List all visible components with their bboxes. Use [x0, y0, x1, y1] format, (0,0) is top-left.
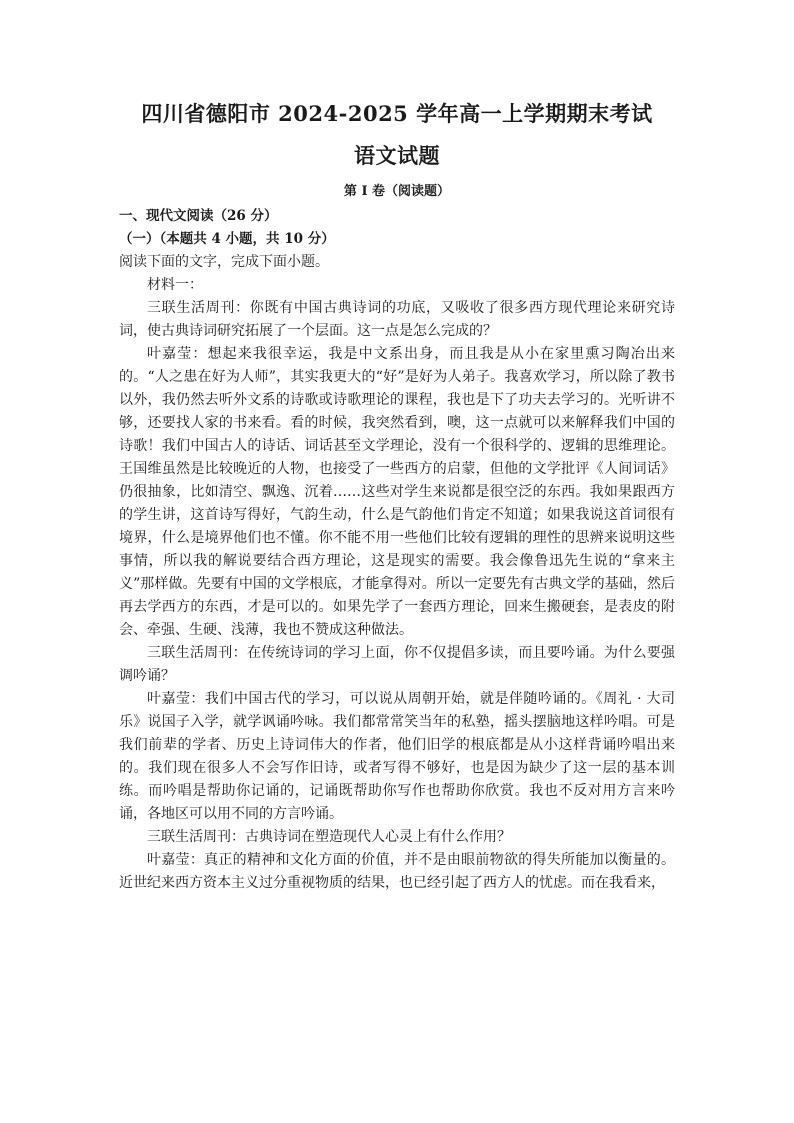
material-label: 材料一： [147, 277, 203, 293]
paragraph: 三联生活周刊：你既有中国古典诗词的功底，又吸收了很多西方现代理论来研究诗词，使古典诗词研究拓展了一个层面。这一点是怎么完成的？ [119, 300, 675, 339]
paragraph: 三联生活周刊：在传统诗词的学习上面，你不仅提倡多读，而且要吟诵。为什么要强调吟诵？ [119, 645, 675, 684]
volume-heading: 第 I 卷（阅读题） [343, 184, 451, 199]
exam-title: 四川省德阳市 2024-2025 学年高一上学期期末考试 [141, 101, 653, 126]
paragraph: 三联生活周刊：古典诗词在塑造现代人心灵上有什么作用？ [147, 829, 511, 845]
paragraph: 叶嘉莹：真正的精神和文化方面的价值，并不是由眼前物欲的得失所能加以衡量的。近世纪来西方资本主义过分重视物质的结果，也已经引起了西方人的忧虑。而在我看来， [119, 852, 675, 891]
paragraph: 叶嘉莹：我们中国古代的学习，可以说从周朝开始，就是伴随吟诵的。《周礼 · 大司乐》说国子入学，就学讽诵吟咏。我们都常常笑当年的私塾，摇头摆脑地这样吟唱。可是我们前辈的学者、历史上诗词伟大的作者，他们旧学的根底都是从小这样背诵吟唱出来的。我们现在很多人不会写作旧诗，或者写得不够好，也是因为缺少了这一层的基本训练。而吟唱是帮助你记诵的，记诵既帮助你写作也帮助你欣赏。我也不反对用方言来吟诵，各地区可以用不同的方言吟诵。 [119, 691, 675, 822]
instruction-text: 阅读下面的文字，完成下面小题。 [119, 254, 329, 270]
exam-subtitle: 语文试题 [354, 143, 440, 168]
section-heading: 一、现代文阅读（26 分） [119, 208, 278, 224]
paragraph: 叶嘉莹：想起来我很幸运，我是中文系出身，而且我是从小在家里熏习陶冶出来的。“人之患在好为人师”，其实我更大的“好”是好为人弟子。我喜欢学习，所以除了教书以外，我仍然去听外文系的诗歌或诗歌理论的课程，我也是下了功夫去学习的。光听讲不够，还要找人家的书来看。看的时候，我突然看到，噢，这一点就可以来解释我们中国的诗歌！我们中国古人的诗话、词话甚至文学理论，没有一个很科学的、逻辑的思维理论。王国维虽然是比较晚近的人物，也接受了一些西方的启蒙，但他的文学批评《人间词话》仍很抽象，比如清空、飘逸、沉着……这些对学生来说都是很空泛的东西。我如果跟西方的学生讲，这首诗写得好，气韵生动，什么是气韵他们肯定不知道；如果我说这首词很有境界，什么是境界他们也不懂。你不能不用一些他们比较有逻辑的理性的思辨来说明这些事情，所以我的解说要结合西方理论，这是现实的需要。我会像鲁迅先生说的“拿来主义”那样做。先要有中国的文学根底，才能拿得对。所以一定要先有古典文学的基础，然后再去学西方的东西，才是可以的。如果先学了一套西方理论，回来生搬硬套，是表皮的附会、牵强、生硬、浅薄，我也不赞成这种做法。 [119, 346, 675, 638]
document-body [119, 205, 675, 895]
subsection-heading: （一）（本题共 4 小题，共 10 分） [119, 231, 335, 247]
